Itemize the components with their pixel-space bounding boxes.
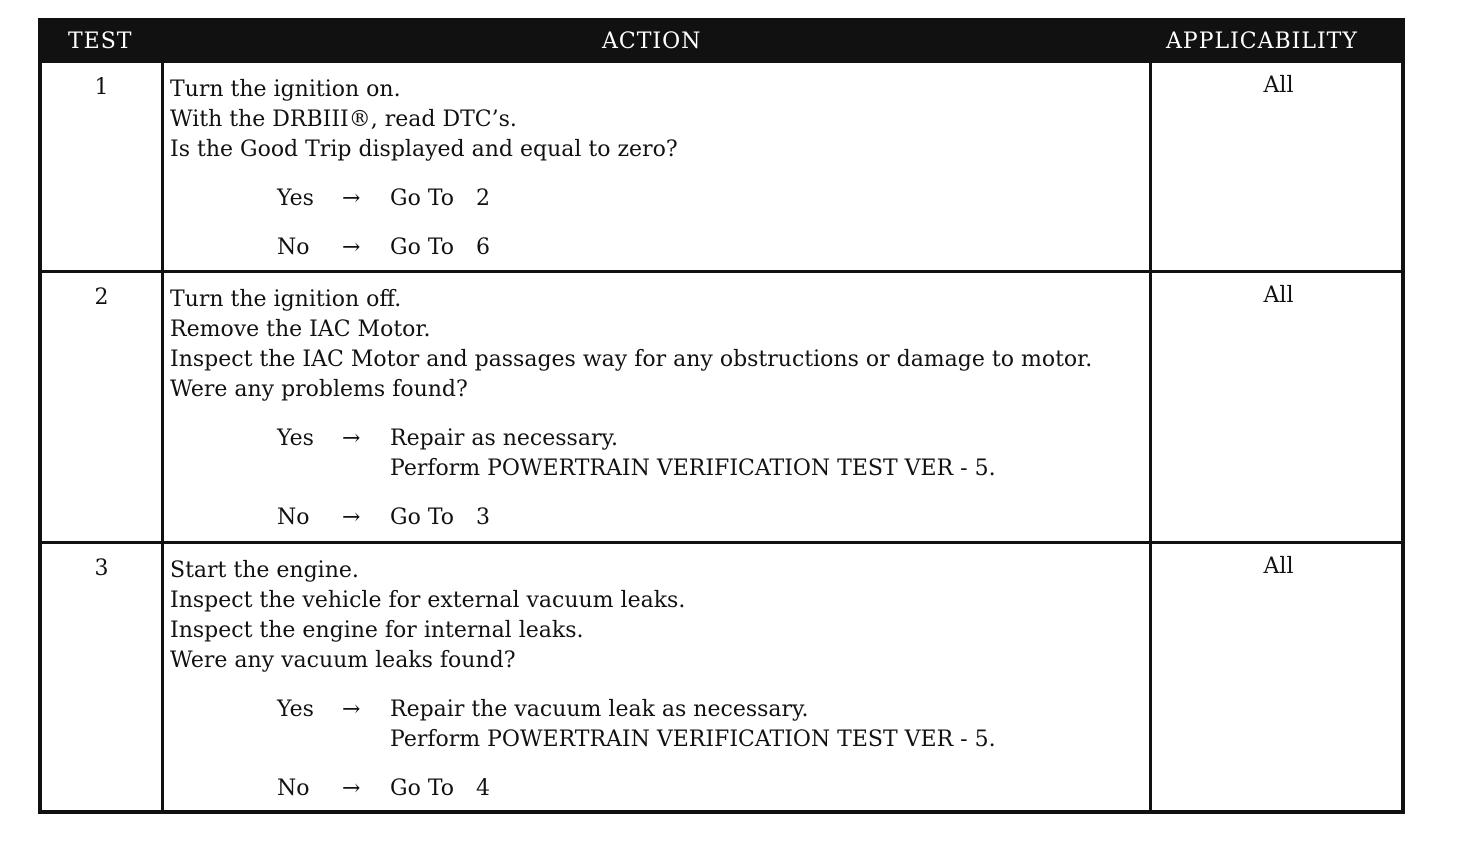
test-number: 3 [94,556,109,581]
header-action: ACTION [602,29,702,54]
column-divider [1149,63,1152,810]
no-outcome [170,774,1140,804]
yes-label: Yes [277,697,314,722]
test-number: 1 [94,75,109,100]
goto-label: Go To [390,505,455,530]
arrow-icon: → [342,186,361,211]
action-cell [170,75,1140,263]
action-line: Inspect the vehicle for external vacuum leaks. [170,588,686,613]
no-label: No [277,505,310,530]
yes-label: Yes [277,186,314,211]
no-outcome [170,233,1140,263]
action-cell [170,556,1140,804]
applicability-value: All [1263,283,1294,308]
arrow-icon: → [342,426,361,451]
test-number: 2 [94,285,109,310]
action-line: Turn the ignition on. [170,77,401,102]
goto-reference [390,233,490,263]
column-divider [161,63,164,810]
table-header [42,22,1401,63]
action-cell [170,285,1140,533]
action-line: Start the engine. [170,558,359,583]
arrow-icon: → [342,776,361,801]
action-line: Remove the IAC Motor. [170,317,431,342]
yes-outcome [170,184,1140,214]
action-line: Were any problems found? [170,377,468,402]
no-label: No [277,776,310,801]
goto-reference [390,503,490,533]
arrow-icon: → [342,505,361,530]
goto-label: Go To [390,776,455,801]
header-test: TEST [68,29,133,54]
action-line: With the DRBIII®, read DTC’s. [170,107,517,132]
no-label: No [277,235,310,260]
arrow-icon: → [342,235,361,260]
yes-outcome [170,424,1140,484]
goto-label: Go To [390,235,455,260]
yes-instruction: Perform POWERTRAIN VERIFICATION TEST VER - 5. [390,727,996,752]
action-line: Inspect the engine for internal leaks. [170,618,584,643]
goto-number: 3 [476,505,491,530]
goto-reference [390,184,490,214]
goto-label: Go To [390,186,455,211]
yes-instruction: Repair as necessary. [390,426,618,451]
yes-outcome [170,695,1140,755]
goto-reference [390,774,490,804]
applicability-value: All [1263,73,1294,98]
action-line: Inspect the IAC Motor and passages way for any obstructions or damage to motor. [170,347,1093,372]
diagnostic-test-table [38,18,1405,814]
action-line: Is the Good Trip displayed and equal to zero? [170,137,678,162]
header-applicability: APPLICABILITY [1166,29,1358,54]
goto-number: 2 [476,186,491,211]
action-line: Were any vacuum leaks found? [170,648,516,673]
goto-number: 4 [476,776,491,801]
row-divider [42,270,1401,273]
action-line: Turn the ignition off. [170,287,402,312]
yes-label: Yes [277,426,314,451]
applicability-value: All [1263,554,1294,579]
yes-instruction: Perform POWERTRAIN VERIFICATION TEST VER - 5. [390,456,996,481]
yes-instruction: Repair the vacuum leak as necessary. [390,697,809,722]
arrow-icon: → [342,697,361,722]
goto-number: 6 [476,235,491,260]
row-divider [42,541,1401,544]
no-outcome [170,503,1140,533]
